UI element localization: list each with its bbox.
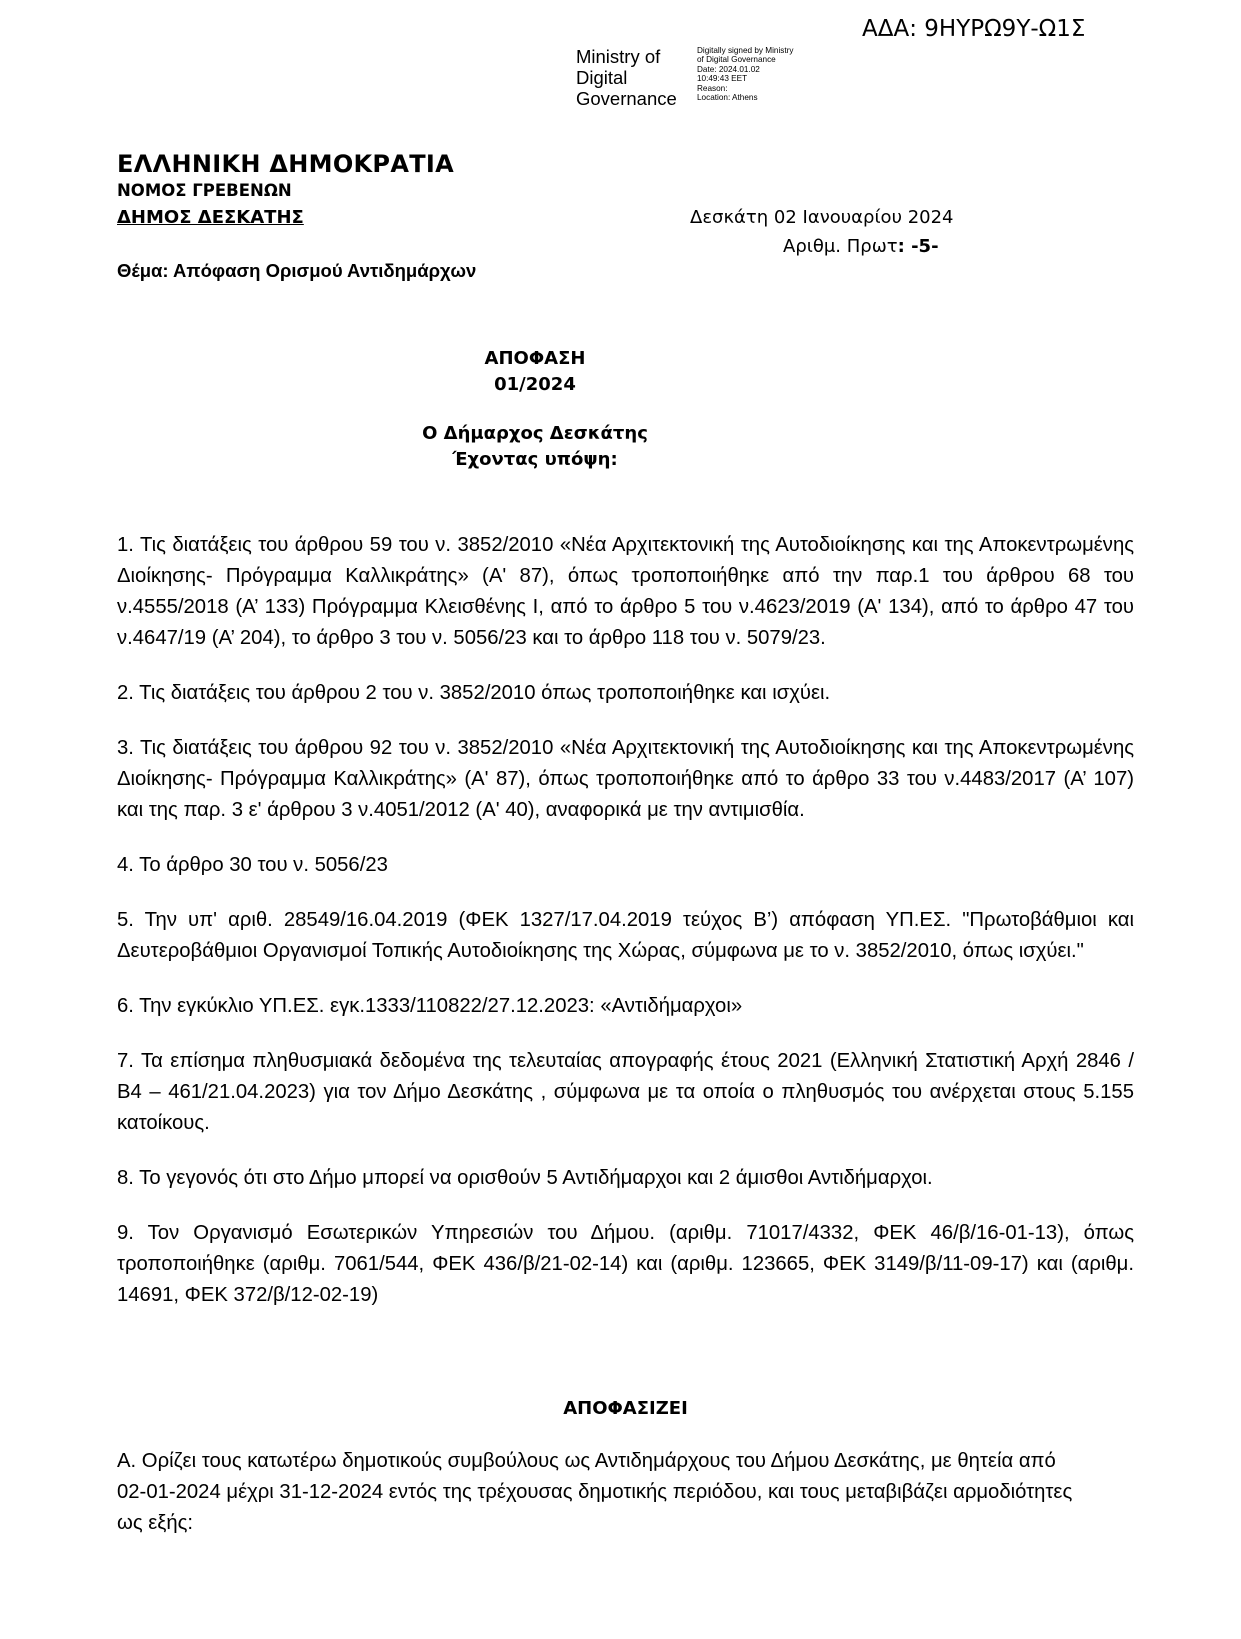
consideration-item: 7. Τα επίσημα πληθυσμιακά δεδομένα της τελευταίας απογραφής έτους 2021 (Ελληνική Στατιστική Αρχή 2846 / Β4 – 461/21.04.2023) για τον Δήμο Δεσκάτης , σύμφωνα με τα οποία ο πληθυσμός του ανέρχεται στους 5.155 κατοίκους. — [117, 1050, 1134, 1134]
decides-heading: ΑΠΟΦΑΣΙΖΕΙ — [563, 1398, 688, 1419]
signature-detail-line: Reason: — [697, 83, 728, 93]
consideration-item: 1. Τις διατάξεις του άρθρου 59 του ν. 3852/2010 «Νέα Αρχιτεκτονική της Αυτοδιοίκησης και της Αποκεντρωμένης Διοίκησης- Πρόγραμμα Καλλικράτης» (Α' 87), όπως τροποποιήθηκε από την παρ.1 του άρθρου 68 του ν.4555/2018 (Α’ 133) Πρόγραμμα Κλεισθένης Ι, από το άρθρο 5 του ν.4623/2019 (Α' 134), από το άρθρο 47 του ν.4647/19 (Α’ 204), το άρθρο 3 του ν. 5056/23 και το άρθρο 118 του ν. 5079/23. — [117, 534, 1134, 649]
consideration-item: 2. Τις διατάξεις του άρθρου 2 του ν. 3852/2010 όπως τροποποιήθηκε και ισχύει. — [117, 682, 831, 704]
subject-line: Θέμα: Απόφαση Ορισμού Αντιδημάρχων — [117, 260, 477, 281]
consideration-item: 9. Τον Οργανισμό Εσωτερικών Υπηρεσιών του Δήμου. (αριθμ. 71017/4332, ΦΕΚ 46/β/16-01-13), όπως τροποποιήθηκε (αριθμ. 7061/544, ΦΕΚ 436/β/21-02-14) και (αριθμ. 123665, ΦΕΚ 3149/β/11-09-17) και (αριθμ. 14691, ΦΕΚ 372/β/12-02-19) — [117, 1222, 1134, 1306]
decision-title: ΑΠΟΦΑΣΗ — [484, 348, 586, 369]
signature-detail-line: 10:49:43 EET — [697, 74, 748, 84]
signature-details — [697, 46, 793, 102]
decision-issuer: Ο Δήμαρχος Δεσκάτης — [422, 423, 648, 444]
section-a-paragraph: Α. Ορίζει τους κατωτέρω δημοτικούς συμβούλους ως Αντιδημάρχους του Δήμου Δεσκάτης, με θητεία από 02-01-2024 μέχρι 31-12-2024 εντός της τρέχουσας δημοτικής περιόδου, και τους μεταβιβάζει αρμοδιότητες ως εξής: — [117, 1450, 1073, 1534]
signature-issuer-line: Governance — [576, 88, 677, 109]
considering-heading: Έχοντας υπόψη: — [452, 449, 618, 470]
consideration-item: 5. Την υπ' αριθ. 28549/16.04.2019 (ΦΕΚ 1327/17.04.2019 τεύχος Β’) απόφαση ΥΠ.ΕΣ. "Πρωτοβάθμιοι και Δευτεροβάθμιοι Οργανισμοί Τοπικής Αυτοδιοίκησης της Χώρας, σύμφωνα με το ν. 3852/2010, όπως ισχύει." — [117, 909, 1134, 962]
signature-detail-line: Location: Athens — [697, 93, 758, 103]
consideration-item: 4. Το άρθρο 30 του ν. 5056/23 — [117, 854, 388, 876]
consideration-item: 6. Την εγκύκλιο ΥΠ.ΕΣ. εγκ.1333/110822/27.12.2023: «Αντιδήμαρχοι» — [117, 995, 743, 1017]
consideration-item: 8. Το γεγονός ότι στο Δήμο μπορεί να ορισθούν 5 Αντιδήμαρχοι και 2 άμισθοι Αντιδήμαρχοι. — [117, 1167, 933, 1189]
protocol-label: Αριθμ. Πρωτ — [783, 236, 898, 257]
signature-detail-line: Digitally signed by Ministry — [697, 46, 794, 55]
protocol-value: : -5- — [897, 236, 939, 257]
signature-issuer-line: Digital — [576, 67, 628, 88]
considerations-list — [117, 530, 1134, 1335]
ada-code: ΑΔΑ: 9ΗΥΡΩ9Υ-Ω1Σ — [862, 16, 1086, 42]
signature-detail-line: Date: 2024.01.02 — [697, 64, 760, 74]
prefecture-heading: ΝΟΜΟΣ ΓΡΕΒΕΝΩΝ — [117, 181, 292, 200]
signature-issuer-line: Ministry of — [576, 46, 661, 67]
consideration-item: 3. Τις διατάξεις του άρθρου 92 του ν. 3852/2010 «Νέα Αρχιτεκτονική της Αυτοδιοίκησης και της Αποκεντρωμένης Διοίκησης- Πρόγραμμα Καλλικράτης» (Α' 87), όπως τροποποιήθηκε από το άρθρο 33 του ν.4483/2017 (Α’ 107) και της παρ. 3 ε' άρθρου 3 ν.4051/2012 (Α' 40), αναφορικά με την αντιμισθία. — [117, 737, 1134, 821]
protocol-number — [783, 236, 939, 257]
country-heading: ΕΛΛΗΝΙΚΗ ΔΗΜΟΚΡΑΤΙΑ — [117, 150, 454, 178]
decision-number: 01/2024 — [494, 374, 576, 395]
signature-detail-line: of Digital Governance — [697, 55, 776, 65]
municipality-heading: ΔΗΜΟΣ ΔΕΣΚΑΤΗΣ — [117, 207, 304, 228]
signature-issuer — [576, 46, 677, 109]
document-date: Δεσκάτη 02 Ιανουαρίου 2024 — [690, 207, 954, 228]
